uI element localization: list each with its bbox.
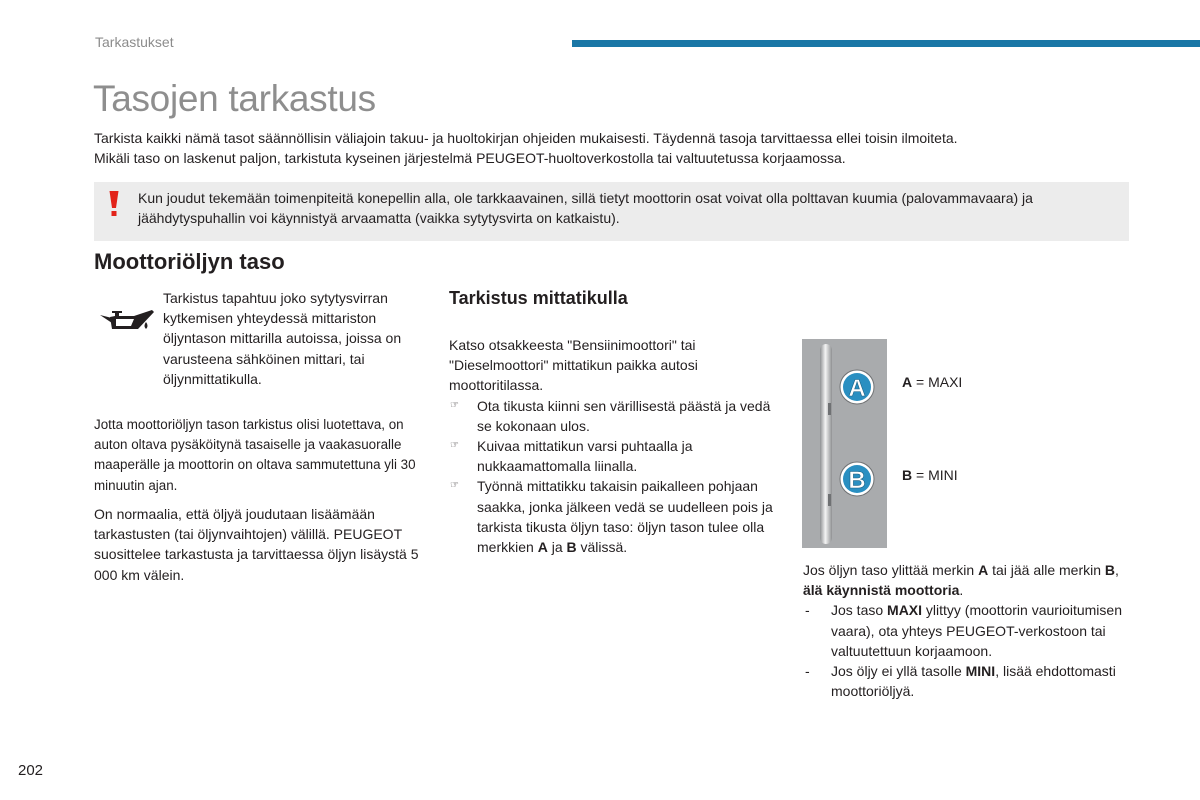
intro-line-1: Tarkista kaikki nämä tasot säännöllisin väliajoin takuu- ja huoltokirjan ohjeiden mukaisesti. Täydennä tasoja tarvittaessa ellei toisin ilmoiteta.	[94, 130, 958, 146]
list-item: - Jos öljy ei yllä tasolle MINI, lisää ehdottomasti moottoriöljyä.	[805, 663, 1116, 700]
warning-text: Kun joudut tekemään toimenpiteitä konepellin alla, ole tarkkaavainen, sillä tietyt moottorin osat voivat olla polttavan kuumia (palovammavaara) ja jäähdytyspuhallin voi käynnistyä arvaamatta (vaikka sytytysvirta on katkaistu).	[138, 190, 1033, 226]
dipstick-section-title: Tarkistus mittatikulla	[449, 288, 628, 308]
section-title: Moottoriöljyn taso	[94, 249, 285, 274]
page-number: 202	[18, 762, 44, 779]
exclamation-icon	[108, 190, 120, 218]
oil-check-intro	[163, 288, 428, 389]
header-accent-bar	[572, 40, 1200, 47]
label-a-maxi: A = MAXI	[902, 374, 963, 390]
oil-check-intro-text: Tarkistus tapahtuu joko sytytysvirran kytkemisen yhteydessä mittariston öljyntason mittarilla autoissa, joissa on varusteena sähköinen mittari, tai öljynmittatikulla.	[163, 290, 402, 387]
oil-top-up-note	[94, 504, 424, 585]
step-text: Kuivaa mittatikun varsi puhtaalla ja nukkaamattomalla liinalla.	[477, 438, 693, 475]
hand-pointer-icon: ☞	[450, 399, 459, 411]
marker-b-label: B	[848, 467, 866, 494]
dipstick-icon	[802, 339, 887, 548]
dipstick-steps	[449, 396, 779, 558]
dipstick-illustration	[802, 339, 887, 548]
step-text: Työnnä mittatikku takaisin paikalleen pohjaan saakka, jonka jälkeen vedä se uudelleen pois ja tarkista tikusta öljyn taso: öljyn tason tulee olla merkkien A ja B välissä.	[477, 478, 773, 556]
warning-box	[94, 182, 1129, 241]
intro-line-2: Mikäli taso on laskenut paljon, tarkistuta kyseinen järjestelmä PEUGEOT-huoltoverkostolla tai valtuutetussa korjaamossa.	[94, 149, 846, 166]
hand-pointer-icon: ☞	[450, 440, 459, 452]
level-outcome-text	[803, 560, 1133, 701]
section-label: Tarkastukset	[95, 34, 174, 50]
list-item: - Jos taso MAXI ylittyy (moottorin vaurioitumisen vaara), ota yhteys PEUGEOT-verkostoon tai valtuutettuun korjaamoon.	[805, 602, 1122, 659]
step-text: Ota tikusta kiinni sen värillisestä päästä ja vedä se kokonaan ulos.	[477, 397, 771, 434]
page-title: Tasojen tarkastus	[93, 78, 376, 119]
intro-text	[94, 129, 1134, 168]
dipstick-instructions	[449, 335, 779, 557]
dipstick-intro: Katso otsakkeesta "Bensiinimoottori" tai "Dieselmoottori" mittatikun paikka autosi moottoritilassa.	[449, 337, 698, 394]
oil-top-up-note-text: On normaalia, että öljyä joudutaan lisäämään tarkastusten (tai öljynvaihtojen) välillä. PEUGEOT suosittelee tarkastusta ja tarvittaessa öljyn lisäystä 5 000 km välein.	[94, 506, 419, 583]
oil-check-conditions: Jotta moottoriöljyn tason tarkistus olisi luotettava, on auton oltava pysäköitynä tasaiselle ja vaakasuoralle maaperälle ja moottorin on oltava sammutettuna yli 30 minuutin ajan.	[94, 417, 416, 493]
list-item	[449, 436, 779, 476]
level-outcome-intro: Jos öljyn taso ylittää merkin A tai jää alle merkin B, älä käynnistä moottoria.	[803, 562, 1119, 599]
hand-pointer-icon: ☞	[450, 480, 459, 492]
label-b-mini: B = MINI	[902, 467, 958, 483]
marker-a-label: A	[848, 375, 866, 402]
list-item	[449, 396, 779, 436]
oil-can-icon	[98, 307, 156, 335]
list-item	[449, 476, 779, 557]
